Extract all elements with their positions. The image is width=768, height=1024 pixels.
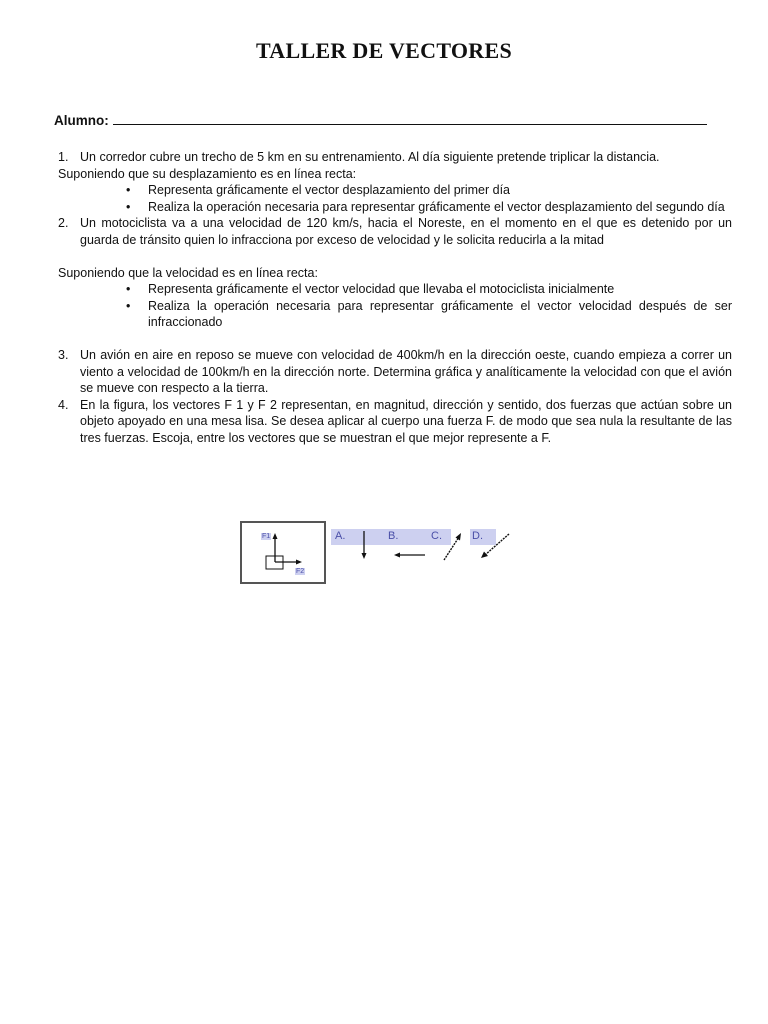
option-d-label: D. xyxy=(472,530,483,542)
option-c-vector xyxy=(444,537,459,560)
question-4 xyxy=(58,397,732,447)
option-a-arrowhead xyxy=(362,553,367,559)
question-2-continuation: Suponiendo que la velocidad es en línea recta: xyxy=(58,265,318,280)
question-2 xyxy=(58,215,732,248)
option-b-label: B. xyxy=(388,530,399,542)
questions xyxy=(58,149,732,446)
question-1-continuation: Suponiendo que su desplazamiento es en línea recta: xyxy=(58,166,357,181)
student-label: Alumno: xyxy=(54,113,109,128)
question-text: Un avión en aire en reposo se mueve con velocidad de 400km/h en la dirección oeste, cuando empieza a correr un viento a velocidad de 100km/h en la dirección norte. Determina gráfica y analíticamente la velocidad con que el avión se mueve con respecto a la tierra. xyxy=(80,348,732,395)
question-1-bullets xyxy=(58,182,732,215)
question-text: Un corredor cubre un trecho de 5 km en su entrenamiento. Al día siguiente pretende triplicar la distancia. xyxy=(80,150,660,164)
page-title: TALLER DE VECTORES xyxy=(255,38,513,63)
question-number: 1. xyxy=(58,150,69,164)
bullet-item: • Realiza la operación necesaria para representar gráficamente el vector velocidad después de ser infraccionado xyxy=(126,298,732,331)
bullet-item: • Representa gráficamente el vector desplazamiento del primer día xyxy=(126,182,732,199)
question-text: En la figura, los vectores F 1 y F 2 representan, en magnitud, dirección y sentido, dos fuerzas que actúan sobre un objeto apoyado en una mesa lisa. Se desea aplicar al cuerpo una fuerza F. de modo que sea nula la resultante de las tres fuerzas. Escoja, entre los vectores que se muestran el que mejor represente a F. xyxy=(80,397,732,445)
question-2-bullets xyxy=(58,281,732,331)
question-3 xyxy=(58,347,732,397)
student-name-row xyxy=(54,113,714,128)
option-a-label: A. xyxy=(335,530,346,542)
question-1 xyxy=(58,149,732,166)
question-number: 3. xyxy=(58,348,69,362)
spacer xyxy=(58,331,732,348)
option-b-arrowhead xyxy=(394,553,400,558)
f2-label: F2 xyxy=(296,568,305,575)
vector-figure xyxy=(240,521,524,585)
student-name-line xyxy=(113,114,707,125)
question-number: 4. xyxy=(58,397,69,412)
option-c-label: C. xyxy=(431,530,442,542)
question-number: 2. xyxy=(58,216,69,230)
bullet-item: • Realiza la operación necesaria para representar gráficamente el vector desplazamiento del segundo día xyxy=(126,199,732,216)
option-d-vector xyxy=(485,534,509,555)
spacer xyxy=(58,248,732,265)
options-vectors-svg xyxy=(240,521,524,585)
bullet-item: • Representa gráficamente el vector velocidad que llevaba el motociclista inicialmente xyxy=(126,281,732,298)
question-text: Un motociclista va a una velocidad de 120 km/s, hacia el Noreste, en el momento en el que es detenido por un guarda de tránsito quien lo infracciona por exceso de velocidad y le solicita reducirla a la mitad xyxy=(80,216,732,247)
f1-label: F1 xyxy=(262,533,271,540)
